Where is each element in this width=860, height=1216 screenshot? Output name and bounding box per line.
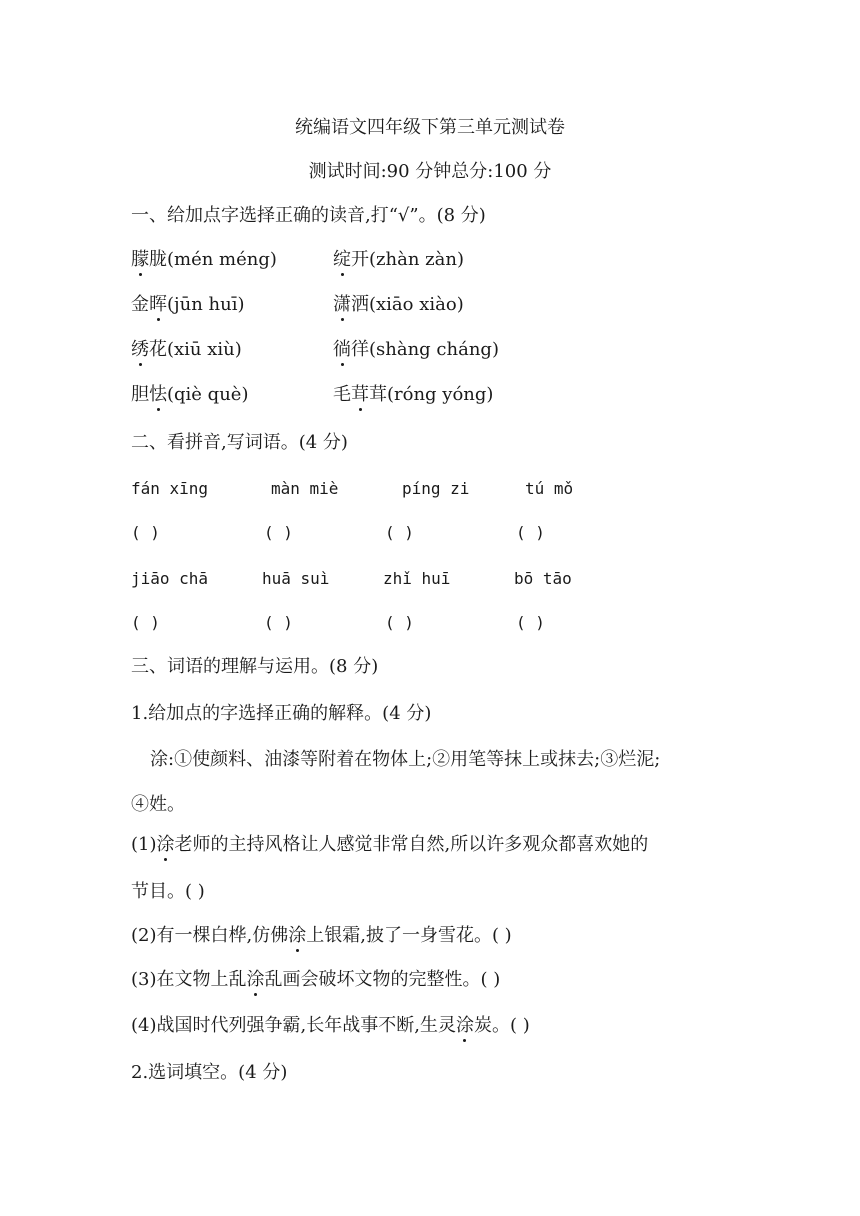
answer-blank[interactable]: ( ) (264, 523, 293, 542)
sentence-2[interactable]: (2)有一棵白桦,仿佛涂上银霜,披了一身雪花。( ) (131, 925, 512, 946)
dotted-char: 晖 (149, 294, 167, 315)
pinyin-word: fán xīng (131, 479, 209, 498)
dotted-char: 绣 (131, 339, 149, 360)
exam-title: 统编语文四年级下第三单元测试卷 (295, 117, 565, 138)
sentence-3[interactable]: (3)在文物上乱涂乱画会破坏文物的完整性。( ) (131, 969, 501, 990)
sentence-1: (1)涂老师的主持风格让人感觉非常自然,所以许多观众都喜欢她的 (131, 834, 649, 855)
answer-blank[interactable]: ( ) (131, 523, 160, 542)
pinyin-choice-item: 潇洒(xiāo xiào) (333, 294, 464, 315)
dotted-char: 涂 (156, 834, 175, 855)
answer-blank[interactable]: ( ) (516, 523, 545, 542)
pinyin-word: tú mǒ (525, 479, 574, 498)
question-1-title: 1.给加点的字选择正确的解释。(4 分) (131, 703, 432, 724)
definition-line: ④姓。 (131, 794, 185, 815)
pinyin-choice-item: 绣花(xiū xiù) (131, 339, 242, 360)
section3-heading: 三、词语的理解与运用。(8 分) (131, 656, 379, 677)
dotted-char: 朦 (131, 249, 149, 270)
section1-heading: 一、给加点字选择正确的读音,打“√”。(8 分) (131, 205, 486, 226)
pinyin-choice-item: 胆怯(qiè què) (131, 384, 249, 405)
dotted-char: 徜 (333, 339, 351, 360)
pinyin-choice-item: 徜徉(shàng cháng) (333, 339, 499, 360)
section2-heading: 二、看拼音,写词语。(4 分) (131, 432, 348, 453)
dotted-char: 潇 (333, 294, 351, 315)
answer-blank[interactable]: ( ) (264, 613, 293, 632)
answer-blank[interactable]: ( ) (385, 523, 414, 542)
dotted-char: 涂 (288, 925, 307, 946)
answer-blank[interactable]: ( ) (131, 613, 160, 632)
pinyin-word: zhǐ huī (383, 569, 451, 588)
pinyin-word: bō tāo (514, 569, 572, 588)
answer-blank[interactable]: ( ) (516, 613, 545, 632)
pinyin-choice-item: 金晖(jūn huī) (131, 294, 245, 315)
dotted-char: 怯 (149, 384, 167, 405)
exam-subtitle: 测试时间:90 分钟总分:100 分 (308, 161, 552, 182)
pinyin-word: huā suì (262, 569, 330, 588)
definition-line: 涂:①使颜料、油漆等附着在物体上;②用笔等抹上或抹去;③烂泥; (150, 749, 661, 770)
dotted-char: 涂 (246, 969, 265, 990)
answer-blank[interactable]: ( ) (385, 613, 414, 632)
pinyin-choice-item: 绽开(zhàn zàn) (333, 249, 464, 270)
dotted-char: 绽 (333, 249, 351, 270)
dotted-char: 涂 (455, 1015, 474, 1036)
pinyin-choice-item: 朦胧(mén méng) (131, 249, 277, 270)
dotted-char: 茸 (351, 384, 369, 405)
question-2-title: 2.选词填空。(4 分) (131, 1062, 288, 1083)
sentence-1-continued[interactable]: 节目。( ) (131, 881, 205, 902)
pinyin-word: píng zi (402, 479, 470, 498)
pinyin-word: màn miè (271, 479, 339, 498)
pinyin-choice-item: 毛茸茸(róng yóng) (333, 384, 494, 405)
sentence-4[interactable]: (4)战国时代列强争霸,长年战事不断,生灵涂炭。( ) (131, 1015, 530, 1036)
pinyin-word: jiāo chā (131, 569, 209, 588)
